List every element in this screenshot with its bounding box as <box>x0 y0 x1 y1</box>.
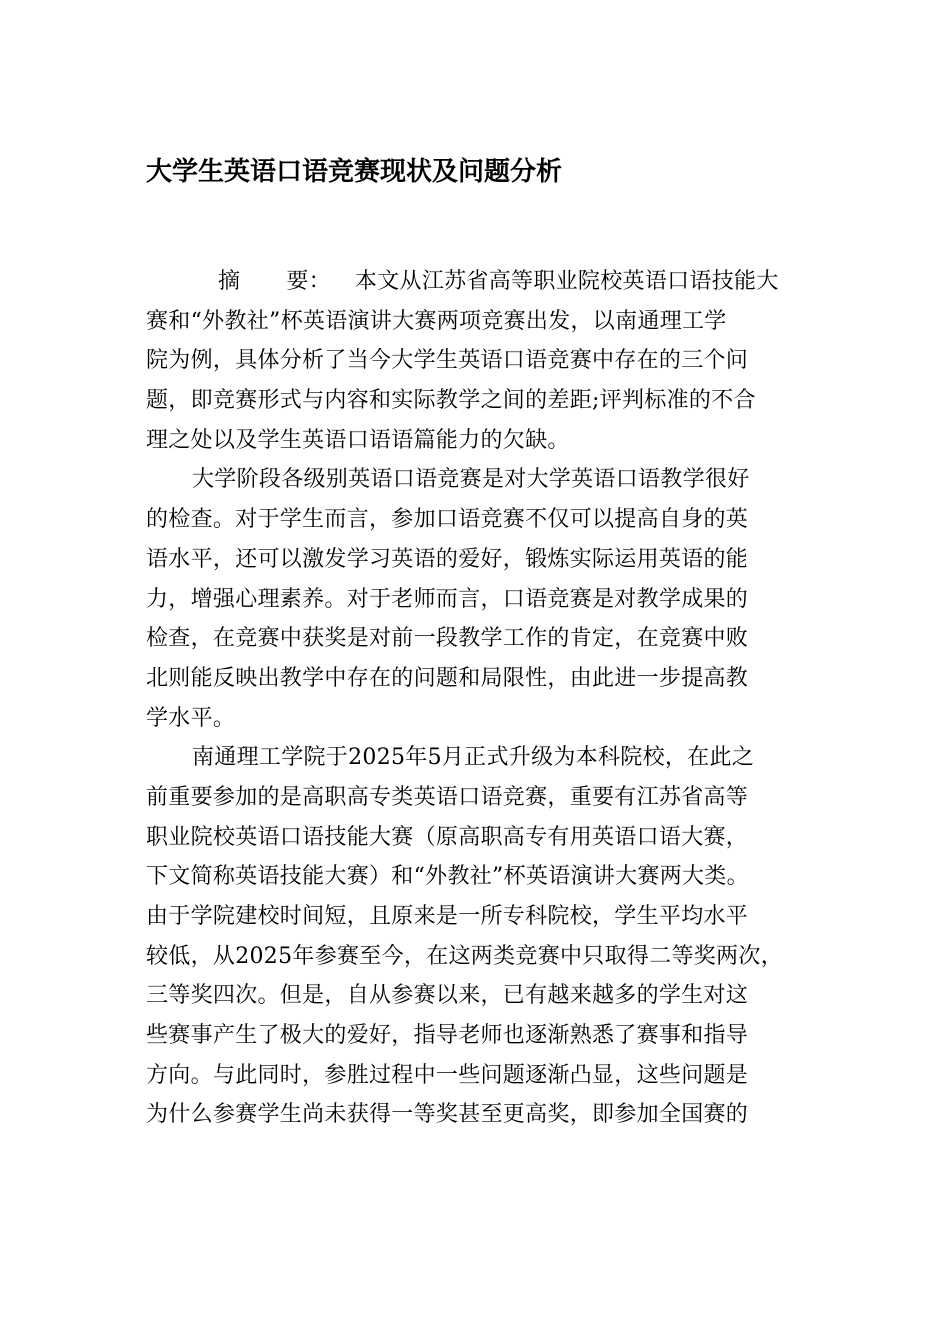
paragraph-2-line: 些赛事产生了极大的爱好，指导老师也逐渐熟悉了赛事和指导 <box>146 1023 749 1049</box>
paragraph-1-line: 北则能反映出教学中存在的问题和局限性，由此进一步提高教 <box>146 665 749 691</box>
paragraph-2-line: 由于学院建校时间短，且原来是一所专科院校，学生平均水平 <box>146 904 749 929</box>
document-title: 大学生英语口语竞赛现状及问题分析 <box>146 157 563 187</box>
paragraph-2-line: 前重要参加的是高职高专类英语口语竞赛，重要有江苏省高等 <box>146 784 749 810</box>
paragraph-2-line: 较低，从2025年参赛至今，在这两类竞赛中只取得二等奖两次， <box>146 943 783 969</box>
abstract-line: 题，即竞赛形式与内容和实际教学之间的差距;评判标准的不合 <box>146 388 756 414</box>
paragraph-1-line: 语水平，还可以激发学习英语的爱好，锻炼实际运用英语的能 <box>146 546 749 572</box>
paragraph-2-line: 职业院校英语口语技能大赛（原高职高专有用英语口语大赛， <box>146 824 749 850</box>
abstract-line: 赛和“外教社”杯英语演讲大赛两项竞赛出发，以南通理工学 <box>146 308 727 334</box>
paragraph-2-line: 为什么参赛学生尚未获得一等奖甚至更高奖，即参加全国赛的 <box>146 1102 749 1128</box>
abstract-first-line <box>146 262 806 302</box>
paragraph-1-line: 学水平。 <box>146 705 236 731</box>
paragraph-1-line: 大学阶段各级别英语口语竞赛是对大学英语口语教学很好 <box>192 467 750 493</box>
paragraph-2-line: 方向。与此同时，参胜过程中一些问题逐渐凸显，这些问题是 <box>146 1062 749 1088</box>
paragraph-2-line: 三等奖四次。但是，自从参赛以来，已有越来越多的学生对这 <box>146 983 749 1009</box>
abstract-label-1: 摘 <box>218 269 241 294</box>
abstract-label-2: 要： <box>286 269 331 294</box>
abstract-line: 院为例，具体分析了当今大学生英语口语竞赛中存在的三个问 <box>146 348 749 374</box>
document-body <box>146 262 806 1135</box>
abstract-line: 理之处以及学生英语口语语篇能力的欠缺。 <box>146 427 570 453</box>
paragraph-1-line: 力，增强心理素养。对于老师而言，口语竞赛是对教学成果的 <box>146 586 749 612</box>
abstract-line: 本文从江苏省高等职业院校英语口语技能大 <box>354 269 779 294</box>
paragraph-2-line: 下文简称英语技能大赛）和“外教社”杯英语演讲大赛两大类。 <box>146 864 749 890</box>
paragraph-2-line: 南通理工学院于2025年5月正式升级为本科院校，在此之 <box>192 745 755 771</box>
paragraph-1-line: 的检查。对于学生而言，参加口语竞赛不仅可以提高自身的英 <box>146 507 749 533</box>
paragraph-1-line: 检查，在竞赛中获奖是对前一段教学工作的肯定，在竞赛中败 <box>146 626 749 652</box>
